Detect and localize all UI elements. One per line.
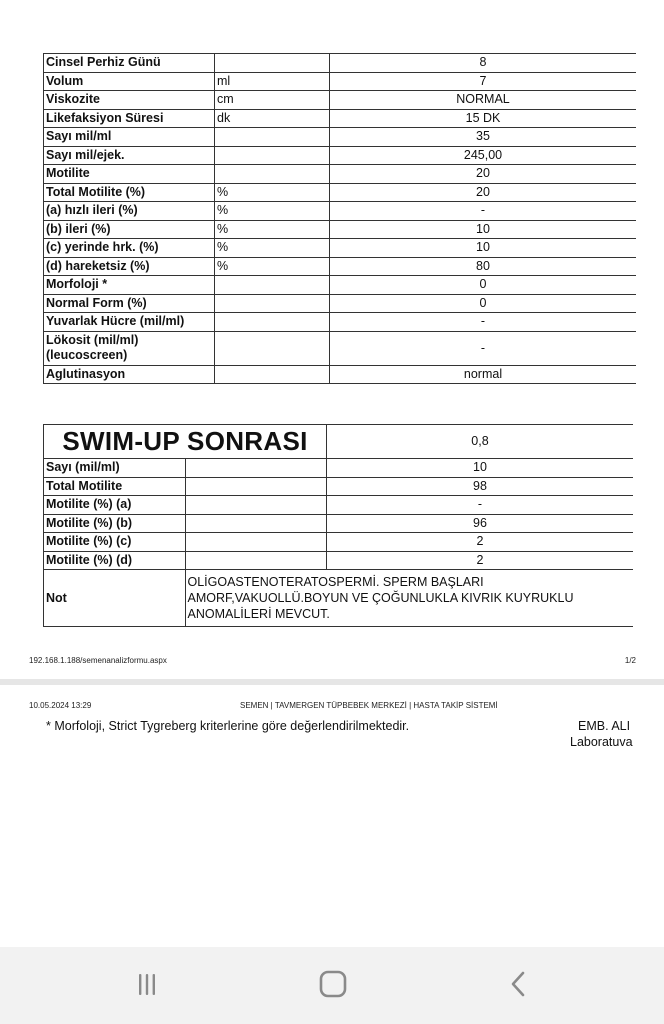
row-unit: % [215, 202, 330, 221]
row-unit [185, 551, 327, 570]
row-label: Total Motilite [44, 477, 186, 496]
row-label: Viskozite [44, 91, 215, 110]
row-unit [215, 276, 330, 295]
recent-apps-button[interactable] [127, 967, 167, 1001]
table-row [44, 165, 637, 184]
row-label: Sayı mil/ml [44, 128, 215, 147]
row-label: Volum [44, 72, 215, 91]
row-label: (c) yerinde hrk. (%) [44, 239, 215, 258]
row-value: 96 [327, 514, 634, 533]
row-unit [215, 313, 330, 332]
android-navigation-bar [0, 947, 664, 1024]
row-unit [215, 128, 330, 147]
row-value: 0 [330, 294, 637, 313]
table-row [44, 514, 634, 533]
row-value: 80 [330, 257, 637, 276]
row-unit [185, 477, 327, 496]
morphology-note: * Morfoloji, Strict Tygreberg kriterlerine göre değerlendirilmektedir. [46, 719, 410, 733]
recent-apps-icon [132, 969, 162, 999]
row-label: Total Motilite (%) [44, 183, 215, 202]
row-label: Normal Form (%) [44, 294, 215, 313]
row-label: (a) hızlı ileri (%) [44, 202, 215, 221]
back-button[interactable] [498, 967, 538, 1001]
row-label: Aglutinasyon [44, 365, 215, 384]
row-label: Cinsel Perhiz Günü [44, 54, 215, 73]
print-datetime: 10.05.2024 13:29 [29, 701, 92, 710]
row-unit [185, 533, 327, 552]
row-value: 245,00 [330, 146, 637, 165]
table-row [44, 202, 637, 221]
row-label: (b) ileri (%) [44, 220, 215, 239]
table-row [44, 239, 637, 258]
table-row [44, 220, 637, 239]
page-number: 1/2 [624, 656, 636, 665]
row-label: Likefaksiyon Süresi [44, 109, 215, 128]
note-text: OLİGOASTENOTERATOSPERMİ. SPERM BAŞLARI AMORF,VAKUOLLÜ.BOYUN VE ÇOĞUNLUKLA KIVRIK KUYRUKLU ANOMALİLERİ MEVCUT. [185, 570, 633, 627]
note-label: Not [44, 570, 186, 627]
row-value: 10 [330, 239, 637, 258]
print-header-title: SEMEN | TAVMERGEN TÜPBEBEK MERKEZİ | HASTA TAKİP SİSTEMİ [240, 701, 498, 710]
signature-name: EMB. ALI [578, 719, 631, 733]
row-value: 10 [330, 220, 637, 239]
signature-title: Laboratuva [570, 735, 633, 749]
table-row [44, 128, 637, 147]
table-row [44, 146, 637, 165]
back-icon [503, 969, 533, 999]
row-unit [185, 496, 327, 515]
row-unit: % [215, 239, 330, 258]
row-label: (d) hareketsiz (%) [44, 257, 215, 276]
row-label: Motilite [44, 165, 215, 184]
row-label: Sayı (mil/ml) [44, 459, 186, 478]
table-row [44, 183, 637, 202]
row-value: 7 [330, 72, 637, 91]
row-value: 15 DK [330, 109, 637, 128]
table-row [44, 109, 637, 128]
page-url: 192.168.1.188/semenanalizformu.aspx [29, 656, 167, 665]
table-row [44, 477, 634, 496]
row-label: Motilite (%) (b) [44, 514, 186, 533]
row-label: Motilite (%) (c) [44, 533, 186, 552]
swimup-title: SWIM-UP SONRASI [44, 425, 327, 459]
home-button[interactable] [313, 967, 353, 1001]
table-row [44, 551, 634, 570]
row-label: Motilite (%) (a) [44, 496, 186, 515]
row-label: Sayı mil/ejek. [44, 146, 215, 165]
table-row [44, 276, 637, 295]
note-row [44, 570, 634, 627]
row-unit: % [215, 220, 330, 239]
table-row [44, 459, 634, 478]
row-value: 98 [327, 477, 634, 496]
table-row [44, 54, 637, 73]
row-value: - [330, 331, 637, 365]
table-row [44, 496, 634, 515]
row-unit: cm [215, 91, 330, 110]
table-row [44, 72, 637, 91]
row-value: 20 [330, 183, 637, 202]
table-row [44, 294, 637, 313]
row-value: 35 [330, 128, 637, 147]
home-icon [318, 969, 348, 999]
row-value: 20 [330, 165, 637, 184]
row-value: 2 [327, 533, 634, 552]
row-label: Morfoloji * [44, 276, 215, 295]
row-unit [185, 459, 327, 478]
row-unit [215, 54, 330, 73]
table-row [44, 331, 637, 365]
row-value: 8 [330, 54, 637, 73]
row-unit [215, 294, 330, 313]
table-row [44, 313, 637, 332]
row-value: NORMAL [330, 91, 637, 110]
row-value: - [330, 313, 637, 332]
row-unit: % [215, 257, 330, 276]
table-row [44, 91, 637, 110]
table-row [44, 365, 637, 384]
row-label: Motilite (%) (d) [44, 551, 186, 570]
row-value: normal [330, 365, 637, 384]
row-value: - [330, 202, 637, 221]
row-label: Lökosit (mil/ml) (leucoscreen) [44, 331, 215, 365]
table-row [44, 533, 634, 552]
page-separator [0, 679, 664, 685]
row-value: 10 [327, 459, 634, 478]
swimup-title-value: 0,8 [327, 425, 634, 459]
row-unit [215, 165, 330, 184]
row-unit [185, 514, 327, 533]
row-value: 2 [327, 551, 634, 570]
swimup-table [43, 424, 633, 627]
table-row [44, 257, 637, 276]
row-value: - [327, 496, 634, 515]
row-label: Yuvarlak Hücre (mil/ml) [44, 313, 215, 332]
row-value: 0 [330, 276, 637, 295]
row-unit: ml [215, 72, 330, 91]
row-unit [215, 365, 330, 384]
semen-analysis-table [43, 53, 636, 384]
row-unit: dk [215, 109, 330, 128]
row-unit: % [215, 183, 330, 202]
swimup-header-row [44, 425, 634, 459]
row-unit [215, 146, 330, 165]
row-unit [215, 331, 330, 365]
